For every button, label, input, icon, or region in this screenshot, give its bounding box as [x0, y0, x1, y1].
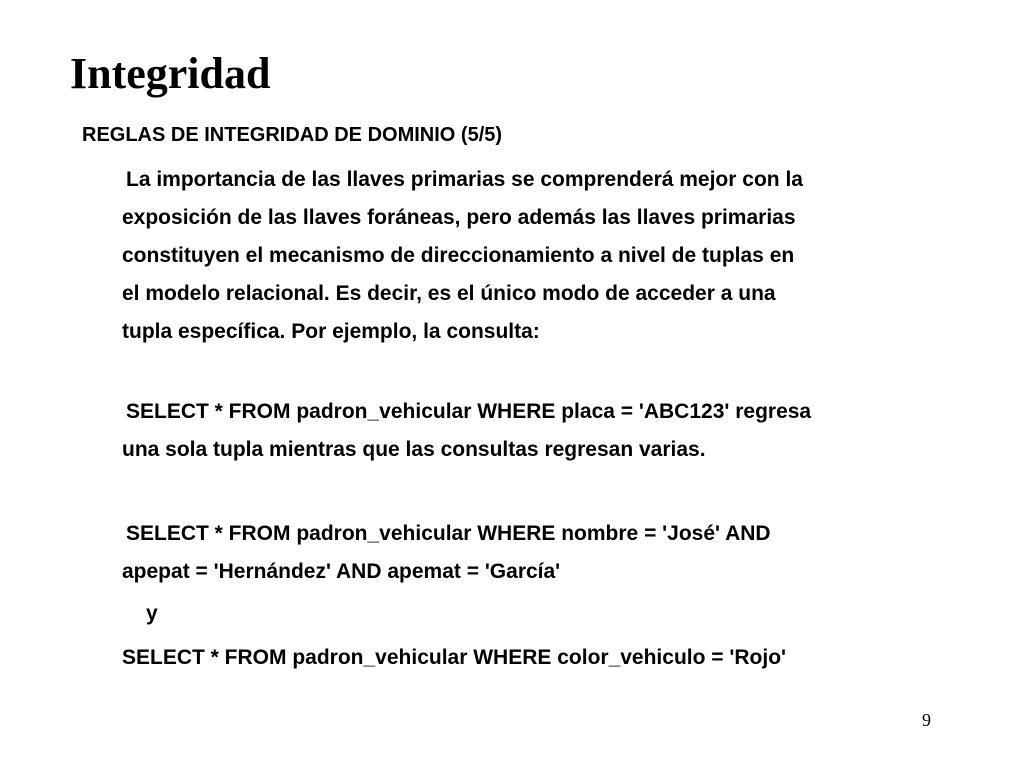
text-line: SELECT * FROM padron_vehicular WHERE nombre = 'José' AND	[126, 522, 771, 545]
text-line: tupla específica. Por ejemplo, la consulta:	[122, 320, 540, 343]
slide-subtitle: REGLAS DE INTEGRIDAD DE DOMINIO (5/5)	[82, 124, 503, 146]
paragraph-query-placa	[122, 393, 982, 469]
paragraph-query-nombre	[122, 515, 982, 591]
text-line: una sola tupla mientras que las consultas regresan varias.	[122, 438, 706, 461]
text-line: apepat = 'Hernández' AND apemat = 'García'	[122, 560, 561, 583]
text-line: La importancia de las llaves primarias se comprenderá mejor con la	[126, 168, 803, 191]
conjunction-text: y	[146, 602, 158, 625]
page-number: 9	[922, 710, 931, 730]
text-line: constituyen el mecanismo de direccionamiento a nivel de tuplas en	[122, 244, 795, 267]
text-line: SELECT * FROM padron_vehicular WHERE color_vehiculo = 'Rojo'	[122, 646, 787, 669]
paragraph-query-color	[122, 639, 982, 677]
text-line: el modelo relacional. Es decir, es el único modo de acceder a una	[122, 282, 776, 305]
text-line: SELECT * FROM padron_vehicular WHERE placa = 'ABC123' regresa	[126, 400, 812, 423]
text-line: exposición de las llaves foráneas, pero además las llaves primarias	[122, 206, 796, 229]
slide-title: Integridad	[70, 49, 271, 98]
paragraph-primary-keys	[122, 161, 982, 351]
